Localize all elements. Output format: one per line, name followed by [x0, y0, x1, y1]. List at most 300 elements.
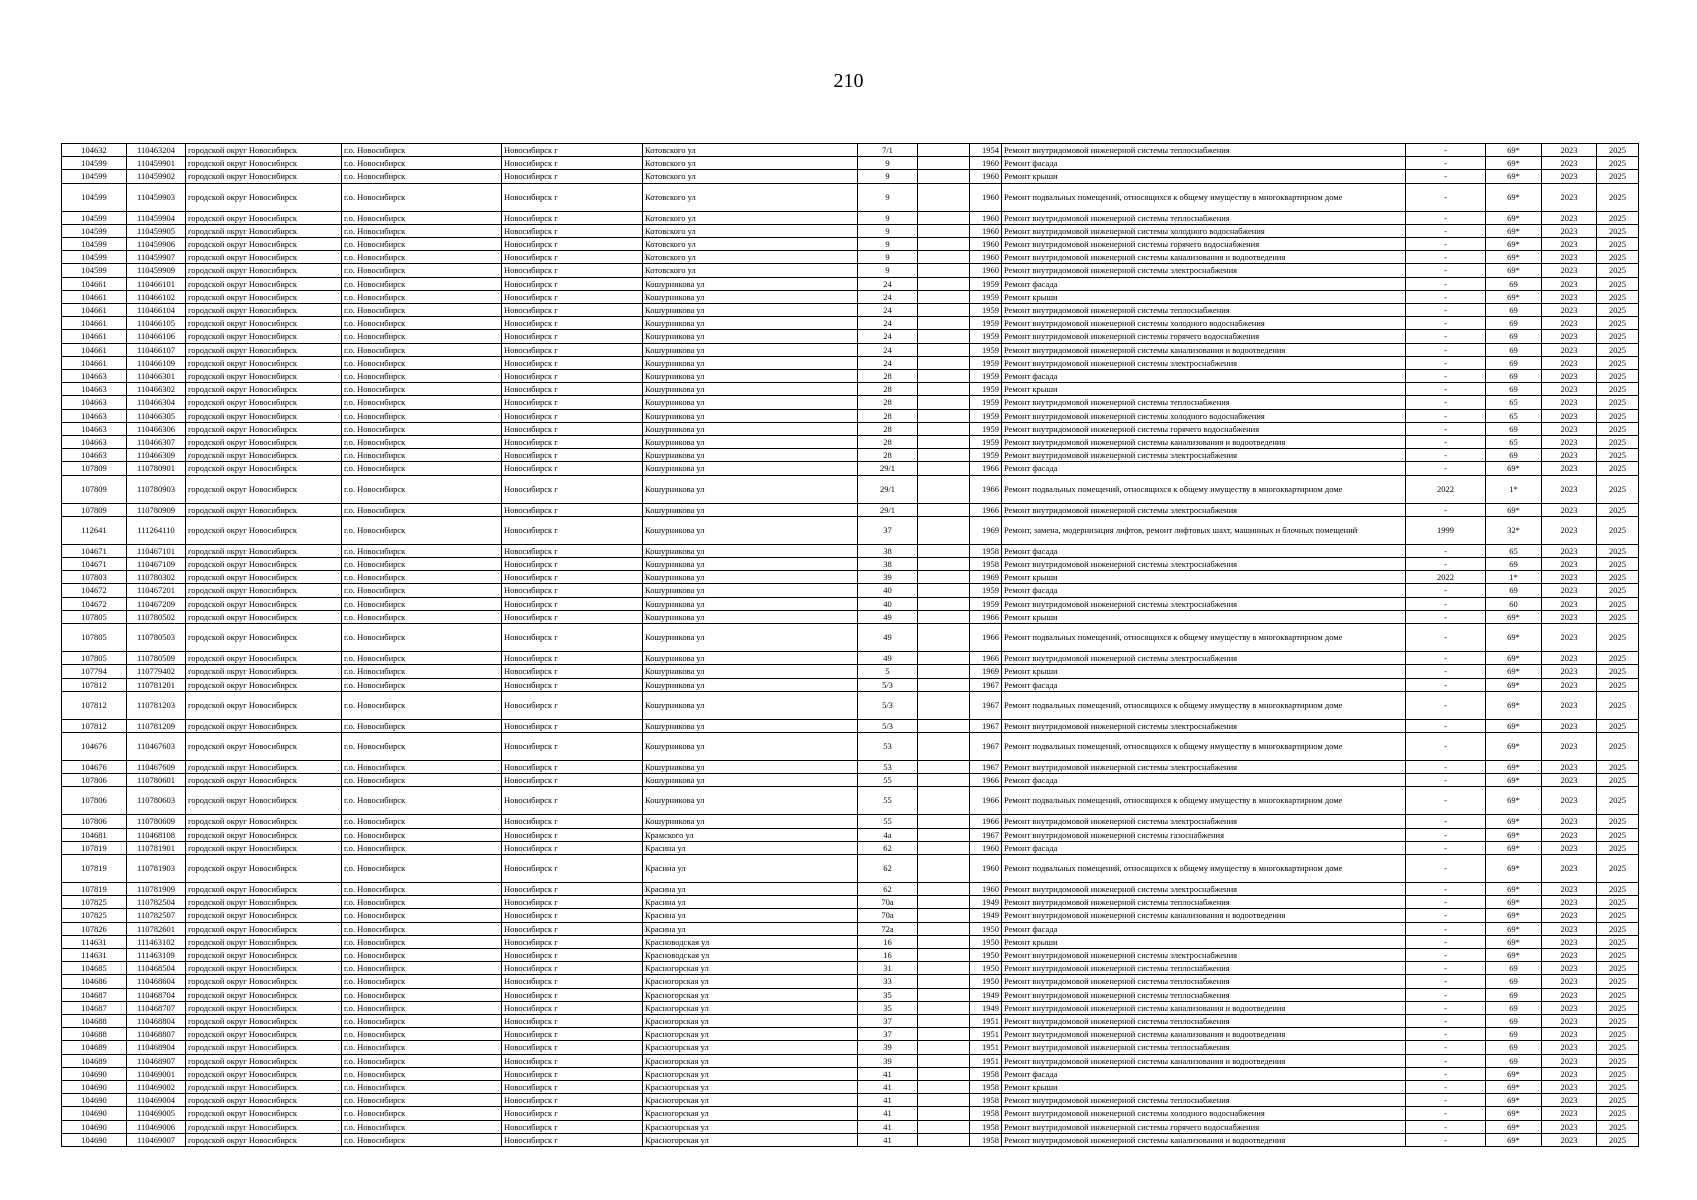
- table-row: [62, 691, 1639, 719]
- cell-plan-start-year: 2023: [1542, 356, 1597, 369]
- cell-year-built: 1967: [970, 678, 1002, 691]
- cell-wear-value: 69: [1486, 962, 1542, 975]
- cell-house-extra: [918, 370, 970, 383]
- cell-house-id: 107806: [62, 787, 127, 815]
- cell-municipal-district: городской округ Новосибирск: [186, 330, 342, 343]
- cell-work-id: 110780909: [127, 503, 186, 516]
- cell-house-number: 72а: [858, 922, 918, 935]
- cell-municipality: г.о. Новосибирск: [342, 935, 502, 948]
- cell-house-number: 55: [858, 815, 918, 828]
- cell-work-type: Ремонт внутридомовой инженерной системы электроснабжения: [1002, 948, 1406, 961]
- cell-last-repair-year: -: [1406, 1133, 1486, 1146]
- cell-settlement: Новосибирск г: [502, 678, 643, 691]
- cell-street: Кошурникова ул: [643, 774, 858, 787]
- table-row: [62, 1041, 1639, 1054]
- cell-work-type: Ремонт фасада: [1002, 370, 1406, 383]
- cell-house-id: 104690: [62, 1107, 127, 1120]
- cell-municipal-district: городской округ Новосибирск: [186, 449, 342, 462]
- cell-plan-start-year: 2023: [1542, 264, 1597, 277]
- cell-last-repair-year: -: [1406, 462, 1486, 475]
- cell-municipal-district: городской округ Новосибирск: [186, 760, 342, 773]
- cell-house-id: 107819: [62, 841, 127, 854]
- cell-work-type: Ремонт внутридомовой инженерной системы электроснабжения: [1002, 760, 1406, 773]
- cell-house-extra: [918, 224, 970, 237]
- cell-street: Кошурникова ул: [643, 558, 858, 571]
- cell-house-number: 40: [858, 597, 918, 610]
- cell-house-extra: [918, 841, 970, 854]
- cell-plan-end-year: 2025: [1597, 896, 1639, 909]
- cell-house-number: 37: [858, 1014, 918, 1027]
- table-row: [62, 732, 1639, 760]
- cell-last-repair-year: -: [1406, 396, 1486, 409]
- cell-year-built: 1966: [970, 774, 1002, 787]
- cell-year-built: 1959: [970, 330, 1002, 343]
- cell-house-extra: [918, 290, 970, 303]
- cell-plan-end-year: 2025: [1597, 935, 1639, 948]
- cell-plan-start-year: 2023: [1542, 1120, 1597, 1133]
- cell-plan-end-year: 2025: [1597, 882, 1639, 895]
- cell-plan-end-year: 2025: [1597, 264, 1639, 277]
- cell-house-extra: [918, 935, 970, 948]
- cell-house-extra: [918, 815, 970, 828]
- cell-work-id: 110467201: [127, 584, 186, 597]
- cell-municipality: г.о. Новосибирск: [342, 475, 502, 503]
- cell-house-extra: [918, 238, 970, 251]
- cell-work-type: Ремонт внутридомовой инженерной системы электроснабжения: [1002, 882, 1406, 895]
- cell-house-extra: [918, 544, 970, 557]
- cell-house-number: 62: [858, 882, 918, 895]
- cell-house-id: 104661: [62, 277, 127, 290]
- cell-plan-start-year: 2023: [1542, 948, 1597, 961]
- cell-street: Красногорская ул: [643, 975, 858, 988]
- cell-work-id: 110466105: [127, 317, 186, 330]
- cell-municipality: г.о. Новосибирск: [342, 370, 502, 383]
- cell-settlement: Новосибирск г: [502, 1120, 643, 1133]
- cell-house-extra: [918, 516, 970, 544]
- cell-wear-value: 69: [1486, 330, 1542, 343]
- cell-wear-value: 69: [1486, 422, 1542, 435]
- cell-house-id: 104599: [62, 170, 127, 183]
- cell-house-id: 112641: [62, 516, 127, 544]
- cell-wear-value: 69: [1486, 343, 1542, 356]
- cell-plan-end-year: 2025: [1597, 841, 1639, 854]
- cell-house-id: 104599: [62, 264, 127, 277]
- cell-house-extra: [918, 251, 970, 264]
- cell-house-extra: [918, 343, 970, 356]
- table-row: [62, 503, 1639, 516]
- cell-municipal-district: городской округ Новосибирск: [186, 774, 342, 787]
- cell-work-type: Ремонт внутридомовой инженерной системы электроснабжения: [1002, 264, 1406, 277]
- cell-house-id: 107805: [62, 610, 127, 623]
- cell-municipal-district: городской округ Новосибирск: [186, 828, 342, 841]
- table-row: [62, 922, 1639, 935]
- table-row: [62, 211, 1639, 224]
- cell-year-built: 1958: [970, 544, 1002, 557]
- cell-work-id: 110780603: [127, 787, 186, 815]
- cell-last-repair-year: -: [1406, 760, 1486, 773]
- cell-municipality: г.о. Новосибирск: [342, 1133, 502, 1146]
- cell-municipality: г.о. Новосибирск: [342, 317, 502, 330]
- cell-year-built: 1958: [970, 1094, 1002, 1107]
- cell-wear-value: 69*: [1486, 732, 1542, 760]
- cell-street: Красногорская ул: [643, 1041, 858, 1054]
- cell-wear-value: 69: [1486, 1028, 1542, 1041]
- table-row: [62, 157, 1639, 170]
- cell-wear-value: 69: [1486, 988, 1542, 1001]
- cell-street: Красногорская ул: [643, 1080, 858, 1093]
- cell-wear-value: 69*: [1486, 1120, 1542, 1133]
- cell-plan-end-year: 2025: [1597, 503, 1639, 516]
- cell-plan-end-year: 2025: [1597, 343, 1639, 356]
- cell-street: Кошурникова ул: [643, 691, 858, 719]
- cell-municipality: г.о. Новосибирск: [342, 449, 502, 462]
- cell-plan-end-year: 2025: [1597, 597, 1639, 610]
- cell-house-number: 9: [858, 264, 918, 277]
- cell-house-number: 40: [858, 584, 918, 597]
- cell-plan-end-year: 2025: [1597, 691, 1639, 719]
- cell-work-id: 110780302: [127, 571, 186, 584]
- cell-wear-value: 69*: [1486, 665, 1542, 678]
- cell-work-id: 110459903: [127, 183, 186, 211]
- cell-settlement: Новосибирск г: [502, 584, 643, 597]
- cell-work-type: Ремонт фасада: [1002, 774, 1406, 787]
- cell-wear-value: 32*: [1486, 516, 1542, 544]
- cell-work-type: Ремонт внутридомовой инженерной системы канализования и водоотведения: [1002, 1001, 1406, 1014]
- cell-plan-start-year: 2023: [1542, 841, 1597, 854]
- cell-wear-value: 69*: [1486, 264, 1542, 277]
- cell-house-extra: [918, 1133, 970, 1146]
- cell-municipality: г.о. Новосибирск: [342, 264, 502, 277]
- cell-work-id: 110781901: [127, 841, 186, 854]
- cell-municipality: г.о. Новосибирск: [342, 343, 502, 356]
- cell-house-extra: [918, 1107, 970, 1120]
- cell-street: Кошурникова ул: [643, 597, 858, 610]
- cell-municipality: г.о. Новосибирск: [342, 610, 502, 623]
- cell-plan-start-year: 2023: [1542, 571, 1597, 584]
- table-row: [62, 558, 1639, 571]
- cell-municipality: г.о. Новосибирск: [342, 584, 502, 597]
- cell-municipality: г.о. Новосибирск: [342, 691, 502, 719]
- table-row: [62, 170, 1639, 183]
- cell-municipality: г.о. Новосибирск: [342, 396, 502, 409]
- cell-street: Красногорская ул: [643, 1067, 858, 1080]
- cell-work-type: Ремонт внутридомовой инженерной системы газоснабжения: [1002, 828, 1406, 841]
- cell-work-id: 110459906: [127, 238, 186, 251]
- cell-municipality: г.о. Новосибирск: [342, 277, 502, 290]
- cell-municipality: г.о. Новосибирск: [342, 1107, 502, 1120]
- cell-plan-start-year: 2023: [1542, 774, 1597, 787]
- cell-house-number: 24: [858, 356, 918, 369]
- cell-street: Красина ул: [643, 841, 858, 854]
- cell-year-built: 1960: [970, 882, 1002, 895]
- cell-plan-end-year: 2025: [1597, 828, 1639, 841]
- cell-settlement: Новосибирск г: [502, 1080, 643, 1093]
- cell-plan-start-year: 2023: [1542, 665, 1597, 678]
- cell-plan-start-year: 2023: [1542, 1014, 1597, 1027]
- cell-settlement: Новосибирск г: [502, 1054, 643, 1067]
- cell-house-id: 107794: [62, 665, 127, 678]
- cell-year-built: 1949: [970, 1001, 1002, 1014]
- cell-last-repair-year: -: [1406, 1028, 1486, 1041]
- table-row: [62, 370, 1639, 383]
- cell-street: Кошурникова ул: [643, 475, 858, 503]
- cell-work-type: Ремонт внутридомовой инженерной системы теплоснабжения: [1002, 1041, 1406, 1054]
- cell-settlement: Новосибирск г: [502, 211, 643, 224]
- cell-last-repair-year: -: [1406, 503, 1486, 516]
- cell-house-id: 104661: [62, 330, 127, 343]
- cell-settlement: Новосибирск г: [502, 264, 643, 277]
- cell-work-type: Ремонт внутридомовой инженерной системы канализования и водоотведения: [1002, 436, 1406, 449]
- cell-year-built: 1951: [970, 1028, 1002, 1041]
- cell-municipality: г.о. Новосибирск: [342, 815, 502, 828]
- cell-wear-value: 69*: [1486, 1133, 1542, 1146]
- cell-plan-start-year: 2023: [1542, 678, 1597, 691]
- cell-settlement: Новосибирск г: [502, 665, 643, 678]
- cell-plan-start-year: 2023: [1542, 462, 1597, 475]
- cell-year-built: 1949: [970, 896, 1002, 909]
- table-row: [62, 1107, 1639, 1120]
- cell-wear-value: 69*: [1486, 854, 1542, 882]
- cell-wear-value: 69*: [1486, 841, 1542, 854]
- cell-settlement: Новосибирск г: [502, 841, 643, 854]
- table-row: [62, 1054, 1639, 1067]
- cell-street: Красногорская ул: [643, 1107, 858, 1120]
- cell-settlement: Новосибирск г: [502, 719, 643, 732]
- table-row: [62, 383, 1639, 396]
- cell-plan-start-year: 2023: [1542, 610, 1597, 623]
- cell-house-extra: [918, 610, 970, 623]
- cell-house-id: 107812: [62, 691, 127, 719]
- cell-last-repair-year: -: [1406, 211, 1486, 224]
- cell-municipality: г.о. Новосибирск: [342, 462, 502, 475]
- cell-house-extra: [918, 988, 970, 1001]
- cell-settlement: Новосибирск г: [502, 935, 643, 948]
- table-row: [62, 290, 1639, 303]
- cell-year-built: 1960: [970, 841, 1002, 854]
- cell-house-number: 39: [858, 571, 918, 584]
- cell-work-id: 110466309: [127, 449, 186, 462]
- cell-house-id: 107825: [62, 896, 127, 909]
- cell-house-number: 29/1: [858, 503, 918, 516]
- cell-work-id: 110780509: [127, 652, 186, 665]
- cell-wear-value: 69*: [1486, 503, 1542, 516]
- cell-house-id: 104690: [62, 1094, 127, 1107]
- cell-house-id: 104681: [62, 828, 127, 841]
- cell-settlement: Новосибирск г: [502, 462, 643, 475]
- cell-plan-end-year: 2025: [1597, 356, 1639, 369]
- cell-street: Кошурникова ул: [643, 760, 858, 773]
- cell-municipality: г.о. Новосибирск: [342, 1120, 502, 1133]
- cell-work-type: Ремонт внутридомовой инженерной системы теплоснабжения: [1002, 896, 1406, 909]
- cell-year-built: 1959: [970, 449, 1002, 462]
- table-row: [62, 1120, 1639, 1133]
- cell-plan-start-year: 2023: [1542, 251, 1597, 264]
- cell-last-repair-year: -: [1406, 409, 1486, 422]
- cell-municipality: г.о. Новосибирск: [342, 922, 502, 935]
- cell-work-type: Ремонт фасада: [1002, 1067, 1406, 1080]
- cell-work-id: 110468704: [127, 988, 186, 1001]
- cell-plan-start-year: 2023: [1542, 157, 1597, 170]
- cell-municipality: г.о. Новосибирск: [342, 988, 502, 1001]
- cell-work-type: Ремонт фасада: [1002, 678, 1406, 691]
- cell-street: Котовского ул: [643, 251, 858, 264]
- cell-work-type: Ремонт фасада: [1002, 584, 1406, 597]
- table-row: [62, 422, 1639, 435]
- cell-work-type: Ремонт подвальных помещений, относящихся к общему имуществу в многоквартирном доме: [1002, 183, 1406, 211]
- cell-work-id: 110469006: [127, 1120, 186, 1133]
- cell-street: Кошурникова ул: [643, 330, 858, 343]
- cell-wear-value: 65: [1486, 436, 1542, 449]
- cell-year-built: 1966: [970, 652, 1002, 665]
- cell-plan-start-year: 2023: [1542, 1080, 1597, 1093]
- cell-house-id: 104599: [62, 211, 127, 224]
- cell-settlement: Новосибирск г: [502, 1041, 643, 1054]
- cell-municipal-district: городской округ Новосибирск: [186, 948, 342, 961]
- cell-last-repair-year: -: [1406, 251, 1486, 264]
- cell-house-extra: [918, 330, 970, 343]
- cell-municipal-district: городской округ Новосибирск: [186, 516, 342, 544]
- cell-plan-start-year: 2023: [1542, 909, 1597, 922]
- cell-plan-start-year: 2023: [1542, 238, 1597, 251]
- cell-work-type: Ремонт фасада: [1002, 922, 1406, 935]
- cell-house-number: 53: [858, 760, 918, 773]
- cell-plan-start-year: 2023: [1542, 584, 1597, 597]
- cell-work-type: Ремонт внутридомовой инженерной системы электроснабжения: [1002, 815, 1406, 828]
- table-row: [62, 183, 1639, 211]
- cell-house-id: 104690: [62, 1067, 127, 1080]
- cell-municipal-district: городской округ Новосибирск: [186, 1067, 342, 1080]
- cell-street: Кошурникова ул: [643, 317, 858, 330]
- cell-work-id: 110466102: [127, 290, 186, 303]
- cell-municipal-district: городской округ Новосибирск: [186, 988, 342, 1001]
- cell-year-built: 1969: [970, 571, 1002, 584]
- cell-year-built: 1960: [970, 157, 1002, 170]
- cell-street: Красногорская ул: [643, 1120, 858, 1133]
- cell-plan-end-year: 2025: [1597, 975, 1639, 988]
- cell-house-extra: [918, 304, 970, 317]
- cell-last-repair-year: -: [1406, 909, 1486, 922]
- cell-settlement: Новосибирск г: [502, 183, 643, 211]
- cell-work-id: 110466104: [127, 304, 186, 317]
- cell-house-id: 104687: [62, 988, 127, 1001]
- cell-work-id: 110469001: [127, 1067, 186, 1080]
- cell-municipality: г.о. Новосибирск: [342, 1067, 502, 1080]
- cell-house-extra: [918, 462, 970, 475]
- cell-municipal-district: городской округ Новосибирск: [186, 678, 342, 691]
- cell-house-extra: [918, 854, 970, 882]
- cell-wear-value: 69: [1486, 383, 1542, 396]
- cell-house-id: 107812: [62, 719, 127, 732]
- cell-year-built: 1960: [970, 211, 1002, 224]
- cell-last-repair-year: -: [1406, 975, 1486, 988]
- cell-settlement: Новосибирск г: [502, 238, 643, 251]
- cell-municipal-district: городской округ Новосибирск: [186, 558, 342, 571]
- cell-municipality: г.о. Новосибирск: [342, 975, 502, 988]
- cell-house-extra: [918, 1067, 970, 1080]
- table-row: [62, 1001, 1639, 1014]
- cell-house-id: 104599: [62, 183, 127, 211]
- cell-house-number: 28: [858, 396, 918, 409]
- cell-year-built: 1950: [970, 962, 1002, 975]
- cell-house-number: 38: [858, 558, 918, 571]
- cell-wear-value: 69*: [1486, 760, 1542, 773]
- cell-municipal-district: городской округ Новосибирск: [186, 251, 342, 264]
- cell-year-built: 1950: [970, 948, 1002, 961]
- cell-street: Красина ул: [643, 896, 858, 909]
- cell-last-repair-year: -: [1406, 356, 1486, 369]
- cell-plan-start-year: 2023: [1542, 277, 1597, 290]
- cell-street: Кошурникова ул: [643, 584, 858, 597]
- cell-municipality: г.о. Новосибирск: [342, 909, 502, 922]
- cell-settlement: Новосибирск г: [502, 558, 643, 571]
- cell-house-extra: [918, 922, 970, 935]
- cell-plan-end-year: 2025: [1597, 584, 1639, 597]
- cell-street: Котовского ул: [643, 211, 858, 224]
- cell-wear-value: 69*: [1486, 211, 1542, 224]
- cell-house-number: 24: [858, 304, 918, 317]
- cell-last-repair-year: 2022: [1406, 475, 1486, 503]
- cell-work-id: 110780502: [127, 610, 186, 623]
- cell-municipal-district: городской округ Новосибирск: [186, 343, 342, 356]
- cell-street: Красина ул: [643, 922, 858, 935]
- cell-plan-start-year: 2023: [1542, 1054, 1597, 1067]
- cell-last-repair-year: -: [1406, 277, 1486, 290]
- cell-house-number: 41: [858, 1120, 918, 1133]
- cell-work-type: Ремонт внутридомовой инженерной системы электроснабжения: [1002, 503, 1406, 516]
- cell-wear-value: 69*: [1486, 909, 1542, 922]
- cell-street: Красина ул: [643, 882, 858, 895]
- cell-house-extra: [918, 909, 970, 922]
- cell-street: Кошурникова ул: [643, 383, 858, 396]
- cell-municipality: г.о. Новосибирск: [342, 571, 502, 584]
- cell-house-extra: [918, 1120, 970, 1133]
- cell-house-id: 107806: [62, 774, 127, 787]
- cell-house-id: 107812: [62, 678, 127, 691]
- cell-house-id: 104661: [62, 343, 127, 356]
- cell-municipality: г.о. Новосибирск: [342, 1014, 502, 1027]
- cell-wear-value: 69*: [1486, 882, 1542, 895]
- cell-settlement: Новосибирск г: [502, 610, 643, 623]
- cell-municipality: г.о. Новосибирск: [342, 719, 502, 732]
- cell-last-repair-year: -: [1406, 558, 1486, 571]
- cell-work-type: Ремонт внутридомовой инженерной системы канализования и водоотведения: [1002, 909, 1406, 922]
- cell-wear-value: 69*: [1486, 624, 1542, 652]
- table-row: [62, 356, 1639, 369]
- cell-settlement: Новосибирск г: [502, 909, 643, 922]
- cell-municipality: г.о. Новосибирск: [342, 1080, 502, 1093]
- cell-settlement: Новосибирск г: [502, 760, 643, 773]
- cell-municipal-district: городской округ Новосибирск: [186, 732, 342, 760]
- table-row: [62, 264, 1639, 277]
- table-row: [62, 1133, 1639, 1146]
- cell-plan-end-year: 2025: [1597, 1107, 1639, 1120]
- cell-work-type: Ремонт внутридомовой инженерной системы электроснабжения: [1002, 719, 1406, 732]
- cell-street: Кошурникова ул: [643, 396, 858, 409]
- cell-settlement: Новосибирск г: [502, 1107, 643, 1120]
- cell-house-number: 37: [858, 516, 918, 544]
- cell-wear-value: 69*: [1486, 251, 1542, 264]
- cell-plan-end-year: 2025: [1597, 1054, 1639, 1067]
- cell-house-id: 104663: [62, 449, 127, 462]
- cell-work-id: 110466307: [127, 436, 186, 449]
- cell-municipality: г.о. Новосибирск: [342, 828, 502, 841]
- cell-year-built: 1966: [970, 475, 1002, 503]
- table-row: [62, 652, 1639, 665]
- cell-street: Крамского ул: [643, 828, 858, 841]
- cell-municipality: г.о. Новосибирск: [342, 841, 502, 854]
- table-row: [62, 238, 1639, 251]
- cell-plan-end-year: 2025: [1597, 1041, 1639, 1054]
